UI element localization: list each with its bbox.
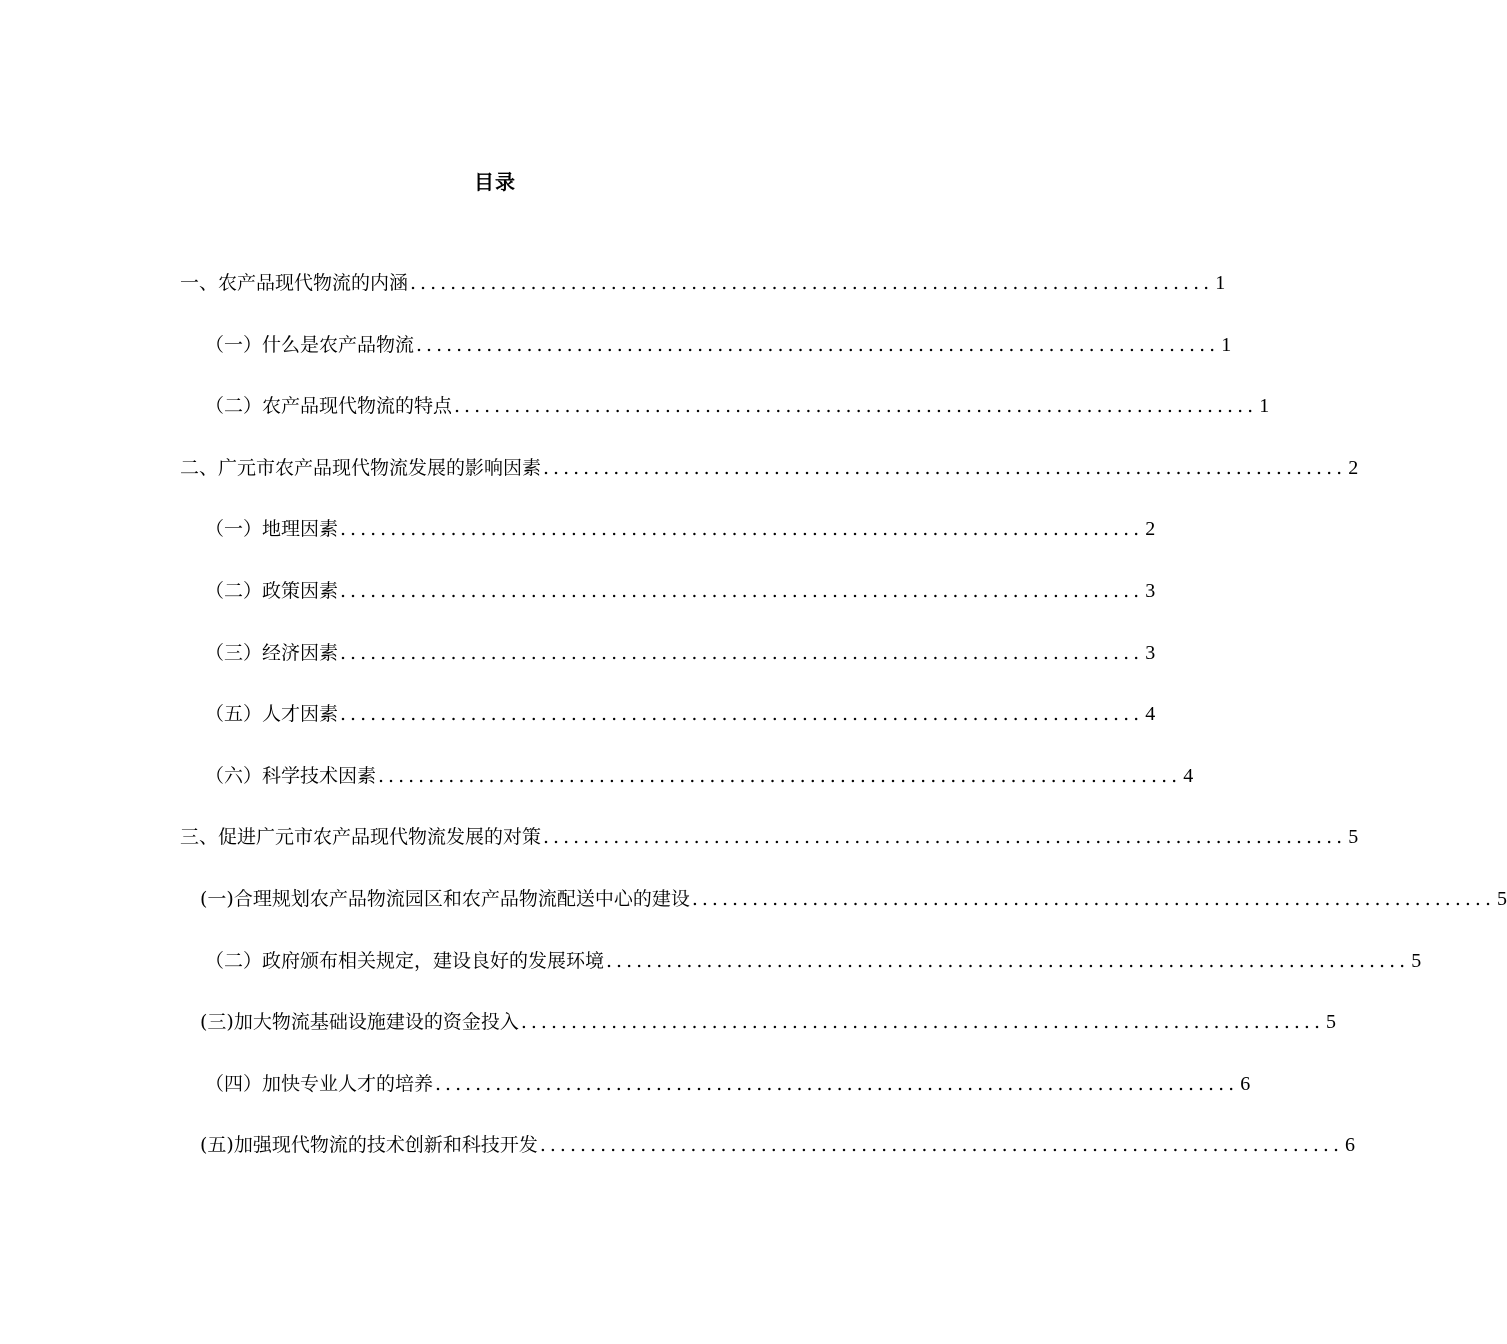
toc-leader-dots: ................................................................................: [435, 1073, 1239, 1095]
toc-page-number: 5: [1348, 826, 1359, 848]
toc-entry[interactable]: [205, 638, 1156, 668]
toc-page-number: 3: [1145, 580, 1156, 602]
toc-entry[interactable]: [200, 1130, 1355, 1160]
toc-page-number: 5: [1411, 950, 1422, 972]
toc-entry-text: （三）经济因素: [205, 642, 339, 664]
toc-leader-dots: ................................................................................: [340, 518, 1144, 540]
toc-leader-dots: ................................................................................: [543, 826, 1347, 848]
toc-entry[interactable]: [205, 514, 1156, 544]
toc-entry[interactable]: [200, 1007, 1336, 1037]
toc-leader-dots: ................................................................................: [378, 765, 1182, 787]
toc-entry[interactable]: [200, 884, 1507, 914]
toc-entry-text: （二）政策因素: [205, 580, 339, 602]
toc-page-number: 1: [1215, 272, 1226, 294]
toc-entry-text: （一）什么是农产品物流: [205, 334, 415, 356]
toc-page-number: 1: [1259, 395, 1270, 417]
toc-entry-text: 三、促进广元市农产品现代物流发展的对策: [180, 826, 542, 848]
toc-leader-dots: ................................................................................: [520, 1011, 1324, 1033]
toc-leader-dots: ................................................................................: [539, 1134, 1343, 1156]
toc-entry[interactable]: [205, 576, 1156, 606]
toc-entry[interactable]: [205, 391, 1270, 421]
toc-entry[interactable]: [180, 453, 1359, 483]
toc-leader-dots: ................................................................................: [416, 334, 1220, 356]
toc-entry-text: 一、农产品现代物流的内涵: [180, 272, 409, 294]
toc-page-number: 6: [1345, 1134, 1355, 1156]
toc-entry-text: (三)加大物流基础设施建设的资金投入: [200, 1011, 519, 1033]
toc-entry-text: （四）加快专业人才的培养: [205, 1073, 434, 1095]
toc-entry[interactable]: [180, 822, 1359, 852]
toc-entry[interactable]: [205, 946, 1422, 976]
toc-entry[interactable]: [205, 761, 1194, 791]
toc-entry-text: （一）地理因素: [205, 518, 339, 540]
toc-entry-text: （二）农产品现代物流的特点: [205, 395, 453, 417]
toc-page-number: 6: [1240, 1073, 1251, 1095]
toc-entry-text: （六）科学技术因素: [205, 765, 377, 787]
page-title: 目录: [474, 170, 516, 194]
toc-page-number: 1: [1221, 334, 1232, 356]
toc-leader-dots: ................................................................................: [691, 888, 1495, 910]
toc-page-number: 3: [1145, 642, 1156, 664]
toc-entry-text: （二）政府颁布相关规定，建设良好的发展环境: [205, 950, 605, 972]
toc-entry-text: （五）人才因素: [205, 703, 339, 725]
toc-page-number: 4: [1145, 703, 1156, 725]
toc-leader-dots: ................................................................................: [340, 642, 1144, 664]
toc-leader-dots: ................................................................................: [543, 457, 1347, 479]
toc-entry[interactable]: [205, 330, 1232, 360]
toc-leader-dots: ................................................................................: [340, 703, 1144, 725]
toc-entry[interactable]: [205, 1069, 1251, 1099]
toc-page-number: 2: [1145, 518, 1156, 540]
toc-entry-text: 二、广元市农产品现代物流发展的影响因素: [180, 457, 542, 479]
toc-leader-dots: ................................................................................: [606, 950, 1410, 972]
toc-entry[interactable]: [180, 268, 1226, 298]
toc-page-number: 5: [1326, 1011, 1336, 1033]
toc-entry-text: (五)加强现代物流的技术创新和科技开发: [200, 1134, 538, 1156]
toc-leader-dots: ................................................................................: [454, 395, 1258, 417]
toc-page-number: 2: [1348, 457, 1359, 479]
toc-leader-dots: ................................................................................: [410, 272, 1214, 294]
toc-page-number: 5: [1497, 888, 1507, 910]
toc-entry-text: (一)合理规划农产品物流园区和农产品物流配送中心的建设: [200, 888, 690, 910]
toc-entry[interactable]: [205, 699, 1156, 729]
toc-page-number: 4: [1183, 765, 1194, 787]
toc-leader-dots: ................................................................................: [340, 580, 1144, 602]
